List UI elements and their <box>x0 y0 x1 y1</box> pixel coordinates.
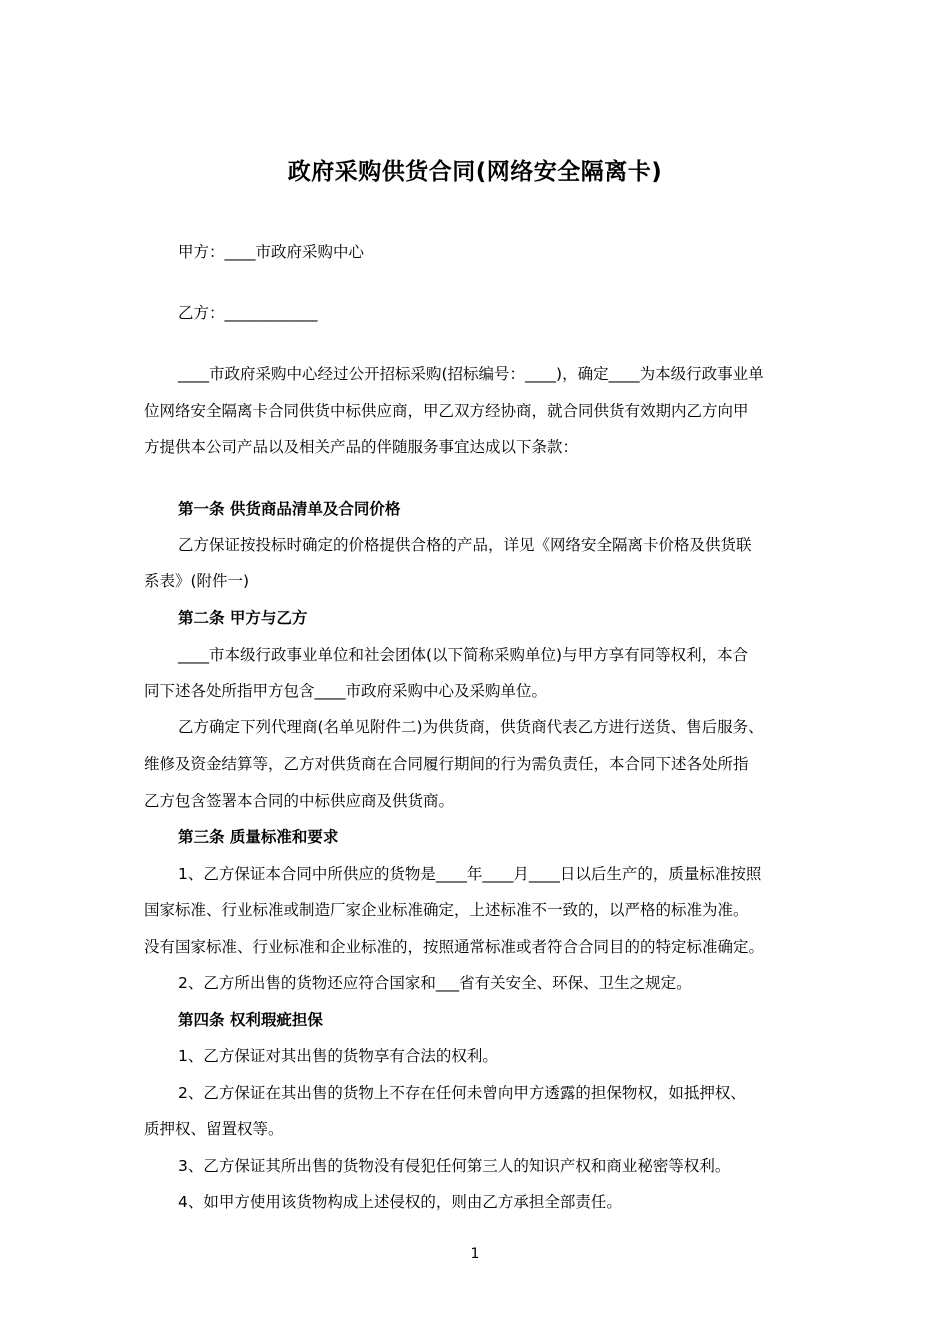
article-4-line: 4、如甲方使用该货物构成上述侵权的，则由乙方承担全部责任。 <box>178 1193 622 1211</box>
page-number: 1 <box>470 1246 480 1262</box>
article-3-line: 1、乙方保证本合同中所供应的货物是____年____月____日以后生产的，质量标准按照 <box>178 865 762 883</box>
intro-line: 位网络安全隔离卡合同供货中标供应商，甲乙双方经协商，就合同供货有效期内乙方向甲 <box>144 402 749 420</box>
intro-line: 方提供本公司产品以及相关产品的伴随服务事宜达成以下条款： <box>144 438 579 456</box>
article-2-line: 乙方确定下列代理商(名单见附件二)为供货商，供货商代表乙方进行送货、售后服务、 <box>178 718 764 736</box>
article-4-line: 1、乙方保证对其出售的货物享有合法的权利。 <box>178 1047 498 1065</box>
intro-line: ____市政府采购中心经过公开招标采购(招标编号：____)，确定____为本级行政事业单 <box>178 365 764 383</box>
article-1-line: 系表》(附件一) <box>144 572 250 590</box>
article-3-line: 2、乙方所出售的货物还应符合国家和___省有关安全、环保、卫生之规定。 <box>178 974 692 992</box>
article-3-heading: 第三条 质量标准和要求 <box>178 828 339 846</box>
article-3-line: 没有国家标准、行业标准和企业标准的，按照通常标准或者符合合同目的的特定标准确定。 <box>144 938 765 956</box>
article-4-heading: 第四条 权利瑕疵担保 <box>178 1011 323 1029</box>
article-2-line: 乙方包含签署本合同的中标供应商及供货商。 <box>144 792 455 810</box>
article-2-heading: 第二条 甲方与乙方 <box>178 609 308 627</box>
article-2-line: ____市本级行政事业单位和社会团体(以下简称采购单位)与甲方享有同等权利，本合 <box>178 646 749 664</box>
article-4-line: 3、乙方保证其所出售的货物没有侵犯任何第三人的知识产权和商业秘密等权利。 <box>178 1157 731 1175</box>
article-1-heading: 第一条 供货商品清单及合同价格 <box>178 500 401 518</box>
article-2-line: 维修及资金结算等，乙方对供货商在合同履行期间的行为需负责任，本合同下述各处所指 <box>144 755 749 773</box>
article-4-line: 质押权、留置权等。 <box>144 1120 284 1138</box>
party-a-line: 甲方：____市政府采购中心 <box>178 243 365 261</box>
article-4-line: 2、乙方保证在其出售的货物上不存在任何未曾向甲方透露的担保物权，如抵押权、 <box>178 1084 746 1102</box>
article-1-line: 乙方保证按投标时确定的价格提供合格的产品，详见《网络安全隔离卡价格及供货联 <box>178 536 752 554</box>
page-title: 政府采购供货合同(网络安全隔离卡) <box>287 159 663 185</box>
article-3-line: 国家标准、行业标准或制造厂家企业标准确定，上述标准不一致的，以严格的标准为准。 <box>144 901 749 919</box>
party-b-line: 乙方：____________ <box>178 304 318 322</box>
article-2-line: 同下述各处所指甲方包含____市政府采购中心及采购单位。 <box>144 682 548 700</box>
